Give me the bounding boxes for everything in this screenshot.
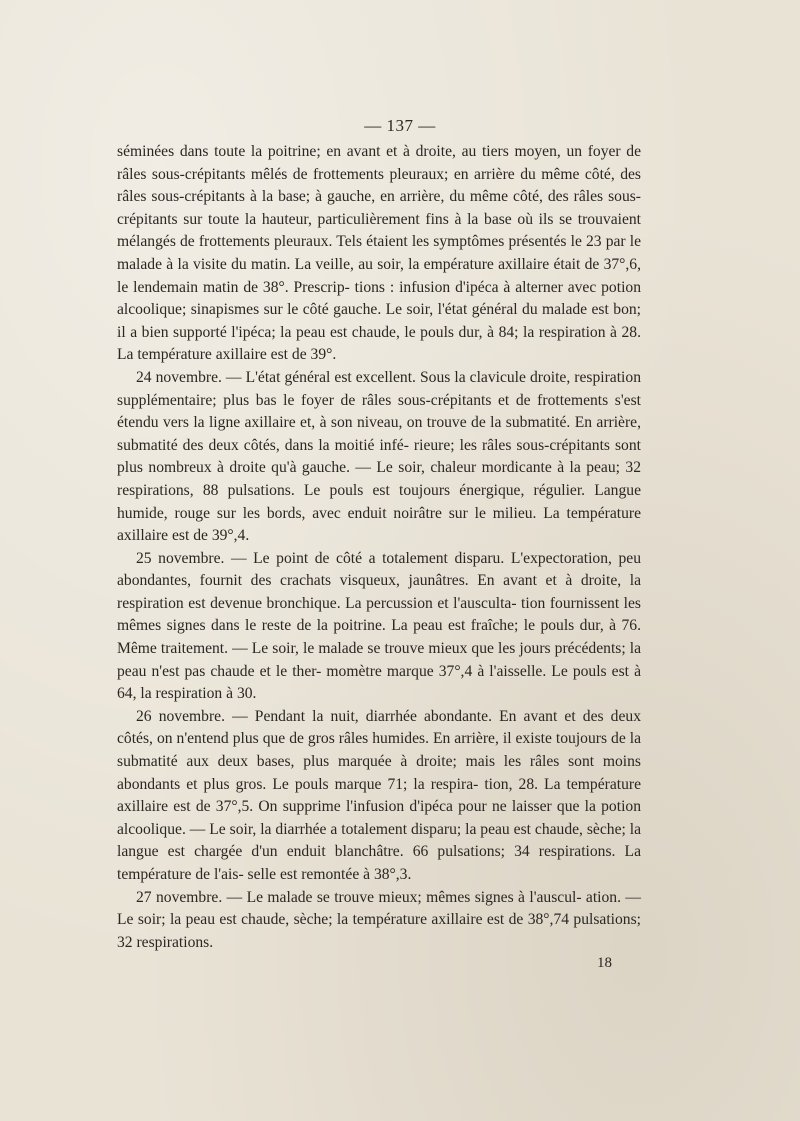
paragraph-continuation: séminées dans toute la poitrine; en avant et à droite, au tiers moyen, un foyer de râles sous-crépitants mêlés de frottements pleuraux; en arrière du même côté, des râles sous-crépitants à la base; à gauche, en arrière, du même côté, des râles sous-crépitants sur toute la hauteur, particulièrement fins à la base où ils se trouvaient mélangés de frottements pleuraux. Tels étaient les symptômes présentés le 23 par le malade à la visite du matin. La veille, au soir, la empérature axillaire était de 37°,6, le lendemain matin de 38°. Prescrip- tions : infusion d'ipéca à alterner avec potion alcoolique; sinapismes sur le côté gauche. Le soir, l'état général du malade est bon; il a bien supporté l'ipéca; la peau est chaude, le pouls dur, à 84; la respiration à 28. La température axillaire est de 39°.: [117, 143, 641, 364]
paragraph-24-novembre: 24 novembre. — L'état général est excellent. Sous la clavicule droite, respiration supplémentaire; plus bas le foyer de râles sous-crépitants et de frottements s'est étendu vers la ligne axillaire et, à son niveau, on trouve de la submatité. En arrière, submatité des deux côtés, dans la moitié infé- rieure; les râles sous-crépitants sont plus nombreux à droite qu'à gauche. — Le soir, chaleur mordicante à la peau; 32 respirations, 88 pulsations. Le pouls est toujours énergique, régulier. Langue humide, rouge sur les bords, avec enduit noirâtre sur le milieu. La température axillaire est de 39°,4.: [117, 368, 641, 545]
paragraph-26-novembre: 26 novembre. — Pendant la nuit, diarrhée abondante. En avant et des deux côtés, on n'entend plus que de gros râles humides. En arrière, il existe toujours de la submatité aux deux bases, plus marquée à droite; mais les râles sont moins abondants et plus gros. Le pouls marque 71; la respira- tion, 28. La température axillaire est de 37°,5. On supprime l'infusion d'ipéca pour ne laisser que la potion alcoolique. — Le soir, la diarrhée a totalement disparu; la peau est chaude, sèche; la langue est chargée d'un enduit blanchâtre. 66 pulsations; 34 respirations. La température de l'ais- selle est remontée à 38°,3.: [117, 707, 641, 883]
body-text: [117, 141, 641, 954]
page-number: — 137 —: [364, 116, 436, 135]
paragraph-25-novembre: 25 novembre. — Le point de côté a totalement disparu. L'expectoration, peu abondantes, fournit des crachats visqueux, jaunâtres. En avant et à droite, la respiration est devenue bronchique. La percussion et l'ausculta- tion fournissent les mêmes signes dans le reste de la poitrine. La peau est fraîche; le pouls dur, à 76. Même traitement. — Le soir, le malade se trouve mieux que les jours précédents; la peau n'est pas chaude et le ther- momètre marque 37°,4 à l'aisselle. Le pouls est à 64, la respiration à 30.: [117, 549, 641, 703]
paragraph-27-novembre: 27 novembre. — Le malade se trouve mieux; mêmes signes à l'auscul- ation. — Le soir; la peau est chaude, sèche; la température axillaire est de 38°,74 pulsations; 32 respirations.: [117, 888, 641, 951]
signature-mark: 18: [597, 955, 612, 971]
